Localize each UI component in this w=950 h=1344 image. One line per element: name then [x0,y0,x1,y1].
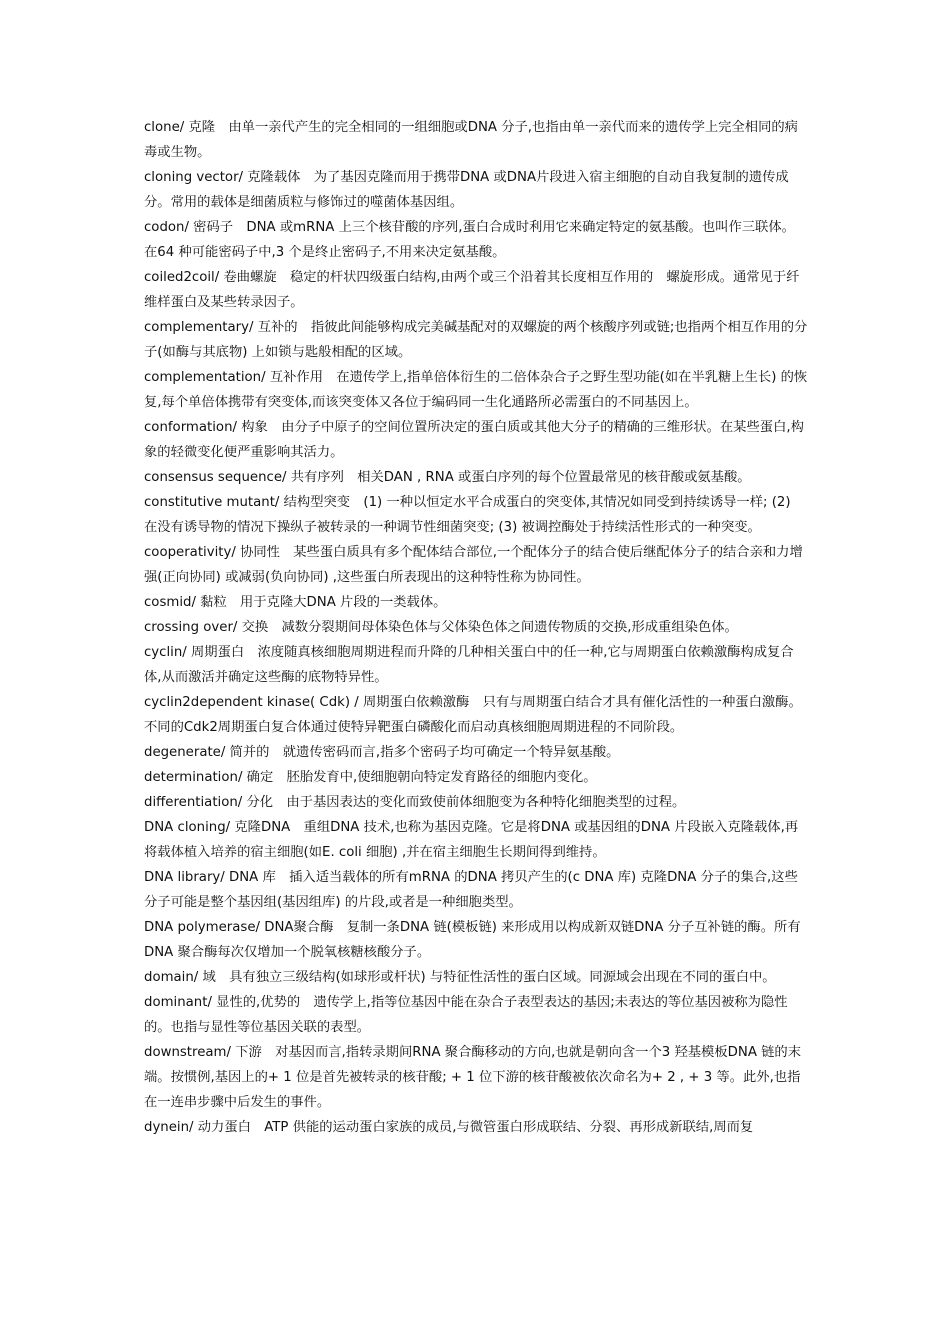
glossary-definition: DNA 库 插入适当载体的所有mRNA 的DNA 拷贝产生的(c DNA 库) 克隆DNA 分子的集合,这些分子可能是整个基因组(基因组库) 的片段,或者是一种细胞类型。 [144,870,798,910]
glossary-term: dominant/ [144,995,217,1010]
glossary-term: downstream/ [144,1045,236,1060]
glossary-term: cyclin2dependent kinase( Cdk) / [144,695,363,710]
glossary-definition: 克隆 由单一亲代产生的完全相同的一组细胞或DNA 分子,也指由单一亲代而来的遗传学上完全相同的病毒或生物。 [144,120,798,160]
glossary-entry [144,165,808,215]
glossary-page [144,115,808,1140]
glossary-definition: 简并的 就遗传密码而言,指多个密码子均可确定一个特异氨基酸。 [229,745,620,760]
glossary-entry [144,865,808,915]
glossary-entry [144,315,808,365]
glossary-term: complementation/ [144,370,270,385]
glossary-definition: 下游 对基因而言,指转录期间RNA 聚合酶移动的方向,也就是朝向含一个3 羟基模板DNA 链的末端。按惯例,基因上的+ 1 位是首先被转录的核苷酸; + 1 位下游的核苷酸被依次命名为+ 2 , + 3 等。此外,也指在一连串步骤中后发生的事件。 [144,1045,802,1110]
glossary-definition: 分化 由于基因表达的变化而致使前体细胞变为各种特化细胞类型的过程。 [246,795,686,810]
glossary-term: constitutive mutant/ [144,495,284,510]
glossary-term: determination/ [144,770,247,785]
glossary-entry [144,1115,808,1140]
glossary-entry [144,465,808,490]
glossary-term: cooperativity/ [144,545,241,560]
glossary-entry [144,640,808,690]
glossary-definition: 克隆DNA 重组DNA 技术,也称为基因克隆。它是将DNA 或基因组的DNA 片段嵌入克隆载体,再将载体植入培养的宿主细胞(如E. coli 细胞) ,并在宿主细胞生长期间得到维持。 [144,820,799,860]
glossary-term: complementary/ [144,320,258,335]
glossary-definition: DNA聚合酶 复制一条DNA 链(模板链) 来形成用以构成新双链DNA 分子互补链的酶。所有DNA 聚合酶每次仅增加一个脱氧核糖核酸分子。 [144,920,801,960]
glossary-definition: 构象 由分子中原子的空间位置所决定的蛋白质或其他大分子的精确的三维形状。在某些蛋白,构象的轻微变化便严重影响其活力。 [144,420,804,460]
glossary-entry [144,215,808,265]
glossary-entry [144,790,808,815]
glossary-term: conformation/ [144,420,242,435]
glossary-entry [144,415,808,465]
glossary-entry [144,690,808,740]
glossary-definition: 密码子 DNA 或mRNA 上三个核苷酸的序列,蛋白合成时利用它来确定特定的氨基酸。也叫作三联体。在64 种可能密码子中,3 个是终止密码子,不用来决定氨基酸。 [144,220,795,260]
glossary-definition: 卷曲螺旋 稳定的杆状四级蛋白结构,由两个或三个沿着其长度相互作用的 螺旋形成。通常见于纤维样蛋白及某些转录因子。 [144,270,800,310]
glossary-entry [144,740,808,765]
glossary-term: domain/ [144,970,203,985]
glossary-entry [144,815,808,865]
glossary-term: cosmid/ [144,595,201,610]
glossary-definition: 域 具有独立三级结构(如球形或杆状) 与特征性活性的蛋白区域。同源域会出现在不同的蛋白中。 [202,970,776,985]
glossary-term: crossing over/ [144,620,242,635]
glossary-entry [144,990,808,1040]
glossary-definition: 共有序列 相关DAN , RNA 或蛋白序列的每个位置最常见的核苷酸或氨基酸。 [290,470,751,485]
glossary-definition: 交换 减数分裂期间母体染色体与父体染色体之间遗传物质的交换,形成重组染色体。 [241,620,738,635]
glossary-entry [144,765,808,790]
glossary-definition: 互补作用 在遗传学上,指单倍体衍生的二倍体杂合子之野生型功能(如在半乳糖上生长) 的恢复,每个单倍体携带有突变体,而该突变体又各位于编码同一生化通路所必需蛋白的不同基因上。 [144,370,808,410]
glossary-entry [144,115,808,165]
glossary-entry [144,965,808,990]
glossary-term: codon/ [144,220,194,235]
glossary-definition: 周期蛋白依赖激酶 只有与周期蛋白结合才具有催化活性的一种蛋白激酶。不同的Cdk2周期蛋白复合体通过使特异靶蛋白磷酸化而启动真核细胞周期进程的不同阶段。 [144,695,802,735]
glossary-definition: 动力蛋白 ATP 供能的运动蛋白家族的成员,与微管蛋白形成联结、分裂、再形成新联结,周而复 [197,1120,754,1135]
glossary-term: DNA polymerase/ [144,920,265,935]
glossary-entry [144,590,808,615]
glossary-entry [144,265,808,315]
glossary-entry [144,915,808,965]
glossary-entry [144,1040,808,1115]
glossary-entry [144,540,808,590]
glossary-term: cloning vector/ [144,170,248,185]
glossary-definition: 克隆载体 为了基因克隆而用于携带DNA 或DNA片段进入宿主细胞的自动自我复制的遗传成分。常用的载体是细菌质粒与修饰过的噬菌体基因组。 [144,170,789,210]
glossary-definition: 黏粒 用于克隆大DNA 片段的一类载体。 [200,595,447,610]
glossary-entry [144,365,808,415]
glossary-definition: 协同性 某些蛋白质具有多个配体结合部位,一个配体分子的结合使后继配体分子的结合亲和力增强(正向协同) 或减弱(负向协同) ,这些蛋白所表现出的这种特性称为协同性。 [144,545,803,585]
glossary-term: DNA library/ [144,870,229,885]
glossary-entry [144,490,808,540]
glossary-definition: 结构型突变 (1) 一种以恒定水平合成蛋白的突变体,其情况如同受到持续诱导一样; (2) 在没有诱导物的情况下操纵子被转录的一种调节性细菌突变; (3) 被调控酶处于持续活性形式的一种突变。 [144,495,795,535]
glossary-term: dynein/ [144,1120,198,1135]
glossary-definition: 确定 胚胎发育中,使细胞朝向特定发育路径的细胞内变化。 [246,770,597,785]
glossary-term: cyclin/ [144,645,192,660]
glossary-definition: 周期蛋白 浓度随真核细胞周期进程而升降的几种相关蛋白中的任一种,它与周期蛋白依赖激酶构成复合体,从而激活并确定这些酶的底物特异性。 [144,645,794,685]
glossary-term: clone/ [144,120,189,135]
glossary-term: degenerate/ [144,745,230,760]
glossary-term: coiled2coil/ [144,270,224,285]
glossary-term: DNA cloning/ [144,820,235,835]
glossary-definition: 互补的 指彼此间能够构成完美碱基配对的双螺旋的两个核酸序列或链;也指两个相互作用的分子(如酶与其底物) 上如锁与匙般相配的区域。 [144,320,808,360]
glossary-term: consensus sequence/ [144,470,291,485]
glossary-term: differentiation/ [144,795,247,810]
glossary-entry [144,615,808,640]
glossary-definition: 显性的,优势的 遗传学上,指等位基因中能在杂合子表型表达的基因;未表达的等位基因被称为隐性的。也指与显性等位基因关联的表型。 [144,995,788,1035]
